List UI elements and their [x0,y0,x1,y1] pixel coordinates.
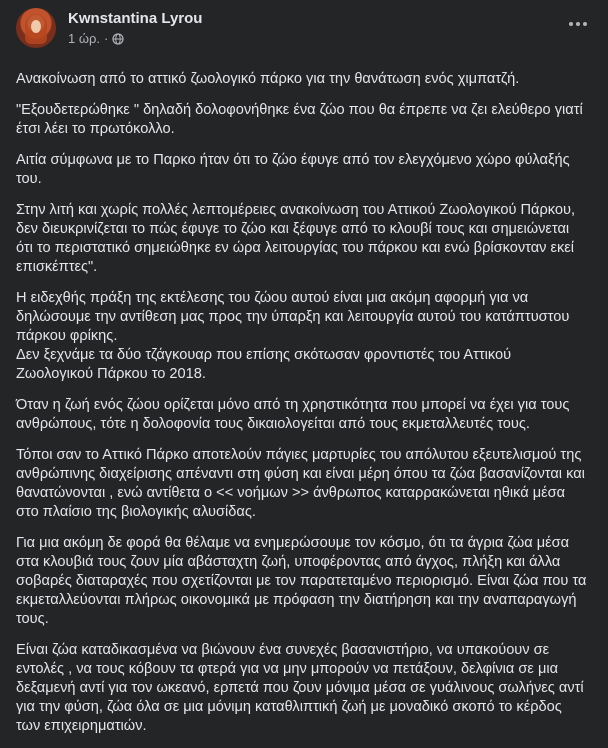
post-paragraph: Αιτία σύμφωνα με το Παρκο ήταν ότι το ζώο έφυγε από τον ελεγχόμενο χώρο φύλαξής του. [16,152,570,187]
post-paragraph: Τόποι σαν το Αττικό Πάρκο αποτελούν πάγιες μαρτυρίες του απόλυτου εξευτελισμού της ανθρώπινης διαχείρισης απέναντι στη φύση και είναι μέρη όπου τα ζώα βασανίζονται και θανατώνονται , ενώ αντίθετα ο << νοήμων >> άνθρωπος καταρρακώνεται ηθικά μέσα στο πλαίσιο της βιολογικής αλυσίδας. [16,447,585,520]
more-dots-icon[interactable] [564,12,592,36]
post-time[interactable]: 1 ώρ. [68,31,100,46]
avatar[interactable] [16,8,56,48]
post-paragraph: Δεν ξεχνάμε τα δύο τζάγκουαρ που επίσης σκότωσαν φροντιστές του Αττικού Ζωολογικού Πάρκου το 2018. [16,347,512,382]
post-paragraph: Όταν η ζωή ενός ζώου ορίζεται μόνο από τη χρηστικότητα που μπορεί να έχει για τους ανθρώπους, τότε η δολοφονία τους δικαιολογείται από τους εκμεταλλευτές τους. [16,397,570,432]
post-meta [68,31,124,46]
post-paragraph: Είναι ζώα καταδικασμένα να βιώνουν ένα συνεχές βασανιστήριο, να υπακούουν σε εντολές , να τους κόβουν τα φτερά για να μην μπορούν να πετάξουν, δελφίνια σε μια δεξαμενή αντί για τον ωκεανό, ερπετά που ζουν μόνιμα μέσα σε γυάλινους σωλήνες αντί για την φύση, ζώα όλα σε μια μόνιμη καταθλιπτική ζωή με μοναδικό σκοπό το κέρδος των επιχειρηματιών. [16,642,584,734]
author-name[interactable]: Kwnstantina Lyrou [68,10,203,27]
post-paragraph: "Εξουδετερώθηκε " δηλαδή δολοφονήθηκε ένα ζώο που θα έπρεπε να ζει ελεύθερο γιατί έτσι λέει το πρωτόκολλο. [16,102,583,137]
meta-separator: · [104,31,109,46]
post-paragraph: Ανακοίνωση από το αττικό ζωολογικό πάρκο για την θανάτωση ενός χιμπατζή. [16,71,520,87]
post-text [16,70,590,748]
post-paragraph: Για μια ακόμη δε φορά θα θέλαμε να ενημερώσουμε τον κόσμο, ότι τα άγρια ζώα μέσα στα κλουβιά τους ζουν μία αβάσταχτη ζωή, υποφέροντας από άγχος, πλήξη και άλλα σοβαρές διαταραχές που σχετίζονται με τον παρατεταμένο περιορισμό. Είναι ζώα που τα εκμεταλλεύονται πλήρως οικονομικά με πρόφαση την διατήρηση και την αναπαραγωγή τους. [16,535,587,627]
post-paragraph: Στην λιτή και χωρίς πολλές λεπτομέρειες ανακοίνωση του Αττικού Ζωολογικού Πάρκου, δεν διευκρινίζεται το πώς έφυγε το ζώο και ξέφυγε από το κλουβί τους και σημειώνεται ότι το περιστατικό σημειώθηκε εν ώρα λειτουργίας του πάρκου και ενώ βρίσκονταν εκεί επισκέπτες". [16,202,576,275]
globe-icon[interactable] [112,33,124,45]
post-header [16,8,592,52]
post-paragraph: Η ειδεχθής πράξη της εκτέλεσης του ζώου αυτού είναι μια ακόμη αφορμή για να δηλώσουμε την αντίθεση μας προς την ύπαρξη και λειτουργία αυτού του κατάπτυστου πάρκου φρίκης. [16,290,570,344]
